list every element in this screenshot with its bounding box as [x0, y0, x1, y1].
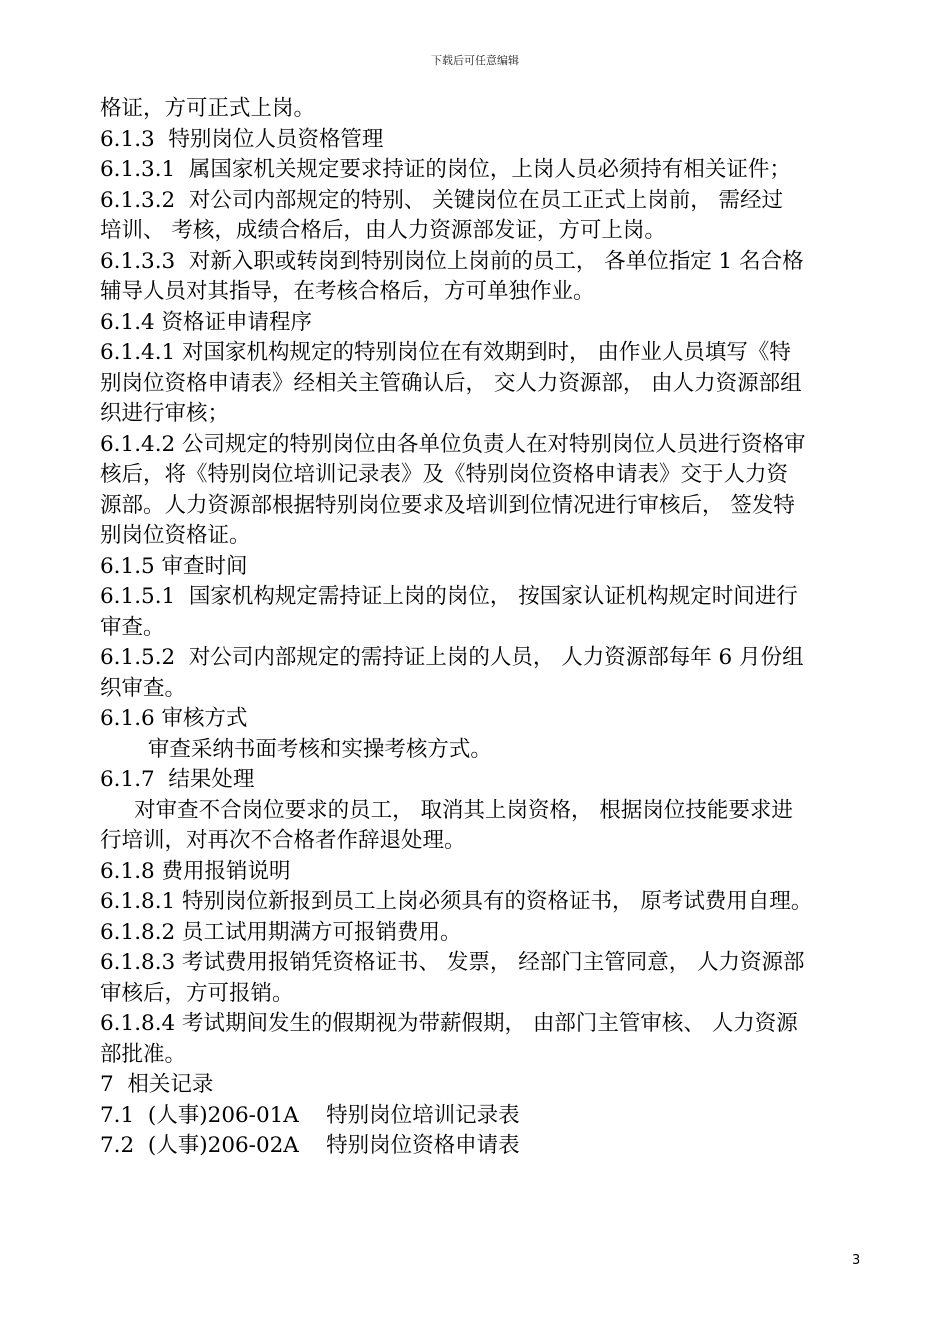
section-heading: 6.1.3 特别岗位人员资格管理 [100, 126, 384, 152]
section-heading: 6.1.5 审查时间 [100, 553, 248, 579]
text-line: 6.1.4.2 公司规定的特别岗位由各单位负责人在对特别岗位人员进行资格审 [100, 431, 806, 457]
text-line: 审查。 [100, 614, 165, 640]
text-line: 6.1.3.1 属国家机关规定要求持证的岗位，上岗人员必须持有相关证件； [100, 157, 791, 182]
record-item: 7.2 (人事)206-02A 特别岗位资格申请表 [100, 1133, 520, 1158]
section-heading: 6.1.4 资格证申请程序 [100, 309, 313, 335]
text-line: 辅导人员对其指导，在考核合格后，方可单独作业。 [100, 279, 595, 304]
text-line: 6.1.8.1 特别岗位新报到员工上岗必须具有的资格证书， 原考试费用自理。 [100, 889, 813, 914]
text-line: 别岗位资格申请表》经相关主管确认后， 交人力资源部， 由人力资源部组 [100, 370, 802, 396]
text-line: 部批准。 [100, 1041, 187, 1067]
text-line: 对审查不合岗位要求的员工， 取消其上岗资格， 根据岗位技能要求进 [100, 797, 793, 823]
section-heading: 6.1.6 审核方式 [100, 706, 248, 731]
text-line: 审核后，方可报销。 [100, 980, 294, 1006]
text-line: 别岗位资格证。 [100, 523, 251, 548]
text-line: 织进行审核； [100, 401, 230, 426]
section-heading: 7 相关记录 [100, 1072, 214, 1097]
text-line: 6.1.8.3 考试费用报销凭资格证书、 发票， 经部门主管同意， 人力资源部 [100, 950, 805, 975]
section-heading: 6.1.7 结果处理 [100, 767, 255, 792]
text-line: 6.1.8.4 考试期间发生的假期视为带薪假期， 由部门主管审核、 人力资源 [100, 1011, 798, 1036]
document-body [100, 94, 870, 1162]
text-line: 6.1.8.2 员工试用期满方可报销费用。 [100, 919, 462, 945]
text-line: 核后，将《特别岗位培训记录表》及《特别岗位资格申请表》交于人力资 [100, 462, 789, 487]
text-line: 培训、 考核，成绩合格后，由人力资源部发证，方可上岗。 [100, 218, 666, 243]
text-line: 6.1.5.2 对公司内部规定的需持证上岗的人员， 人力资源部每年 6 月份组 [100, 645, 804, 670]
text-line: 审查采纳书面考核和实操考核方式。 [100, 736, 492, 762]
page-number: 3 [852, 1253, 861, 1268]
text-line: 6.1.3.2 对公司内部规定的特别、 关键岗位在员工正式上岗前， 需经过 [100, 187, 784, 213]
text-line: 6.1.4.1 对国家机构规定的特别岗位在有效期到时， 由作业人员填写《特 [100, 340, 791, 365]
text-line: 织审查。 [100, 675, 187, 701]
text-line: 格证，方可正式上岗。 [100, 96, 316, 121]
page-header: 下载后可任意编辑 [431, 54, 519, 67]
text-line: 6.1.3.3 对新入职或转岗到特别岗位上岗前的员工， 各单位指定 1 名合格 [100, 248, 804, 274]
record-item: 7.1 (人事)206-01A 特别岗位培训记录表 [100, 1102, 520, 1128]
text-line: 6.1.5.1 国家机构规定需持证上岗的岗位， 按国家认证机构规定时间进行 [100, 584, 798, 609]
section-heading: 6.1.8 费用报销说明 [100, 858, 291, 884]
text-line: 源部。人力资源部根据特别岗位要求及培训到位情况进行审核后， 签发特 [100, 492, 795, 518]
text-line: 行培训，对再次不合格者作辞退处理。 [100, 828, 466, 853]
